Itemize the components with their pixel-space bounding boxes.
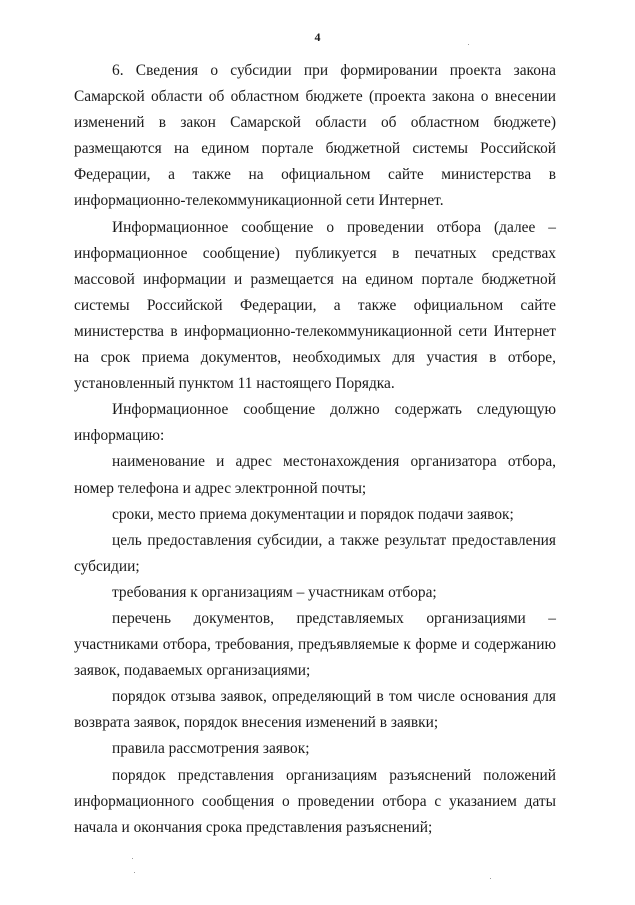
scan-speck <box>490 878 491 879</box>
paragraph-message-contents: Информационное сообщение должно содержать следующую информацию: <box>74 401 556 445</box>
scan-speck <box>132 858 133 859</box>
document-body <box>74 58 556 841</box>
list-item-review-rules: правила рассмотрения заявок; <box>112 740 310 758</box>
scan-speck <box>468 44 469 45</box>
list-item-clarifications: порядок представления организациям разъяснений положений информационного сообщения о проведении отбора с указанием даты начала и окончания срока представления разъяснений; <box>74 766 556 836</box>
list-item-documents: перечень документов, представляемых организациями – участниками отбора, требования, предъявляемые к форме и содержанию заявок, подаваемых организациями; <box>74 609 556 680</box>
scan-speck <box>134 872 135 873</box>
paragraph-info-message: Информационное сообщение о проведении отбора (далее – информационное сообщение) публикуется в печатных средствах массовой информации и размещается на едином портале бюджетной системы Российской Федерации, а также официальном сайте министерства в информационно-телекоммуникационной сети Интернет на срок приема документов, необходимых для участия в отборе, установленный пунктом 11 настоящего Порядка. <box>74 218 556 393</box>
list-item-purpose: цель предоставления субсидии, а также результат предоставления субсидии; <box>74 531 556 575</box>
list-item-withdrawal: порядок отзыва заявок, определяющий в том числе основания для возврата заявок, порядок внесения изменений в заявки; <box>74 688 556 732</box>
list-item-requirements: требования к организациям – участникам отбора; <box>112 583 437 601</box>
list-item-deadlines: сроки, место приема документации и порядок подачи заявок; <box>112 505 514 523</box>
paragraph-subsidy-info: 6. Сведения о субсидии при формировании проекта закона Самарской области об областном бюджете (проекта закона о внесении изменений в закон Самарской области об областном бюджете) размещаются на едином портале бюджетной системы Российской Федерации, а также на официальном сайте министерства в информационно-телекоммуникационной сети Интернет. <box>74 62 556 210</box>
list-item-organizer: наименование и адрес местонахождения организатора отбора, номер телефона и адрес электронной почты; <box>74 453 556 497</box>
page-number: 4 <box>314 30 321 44</box>
